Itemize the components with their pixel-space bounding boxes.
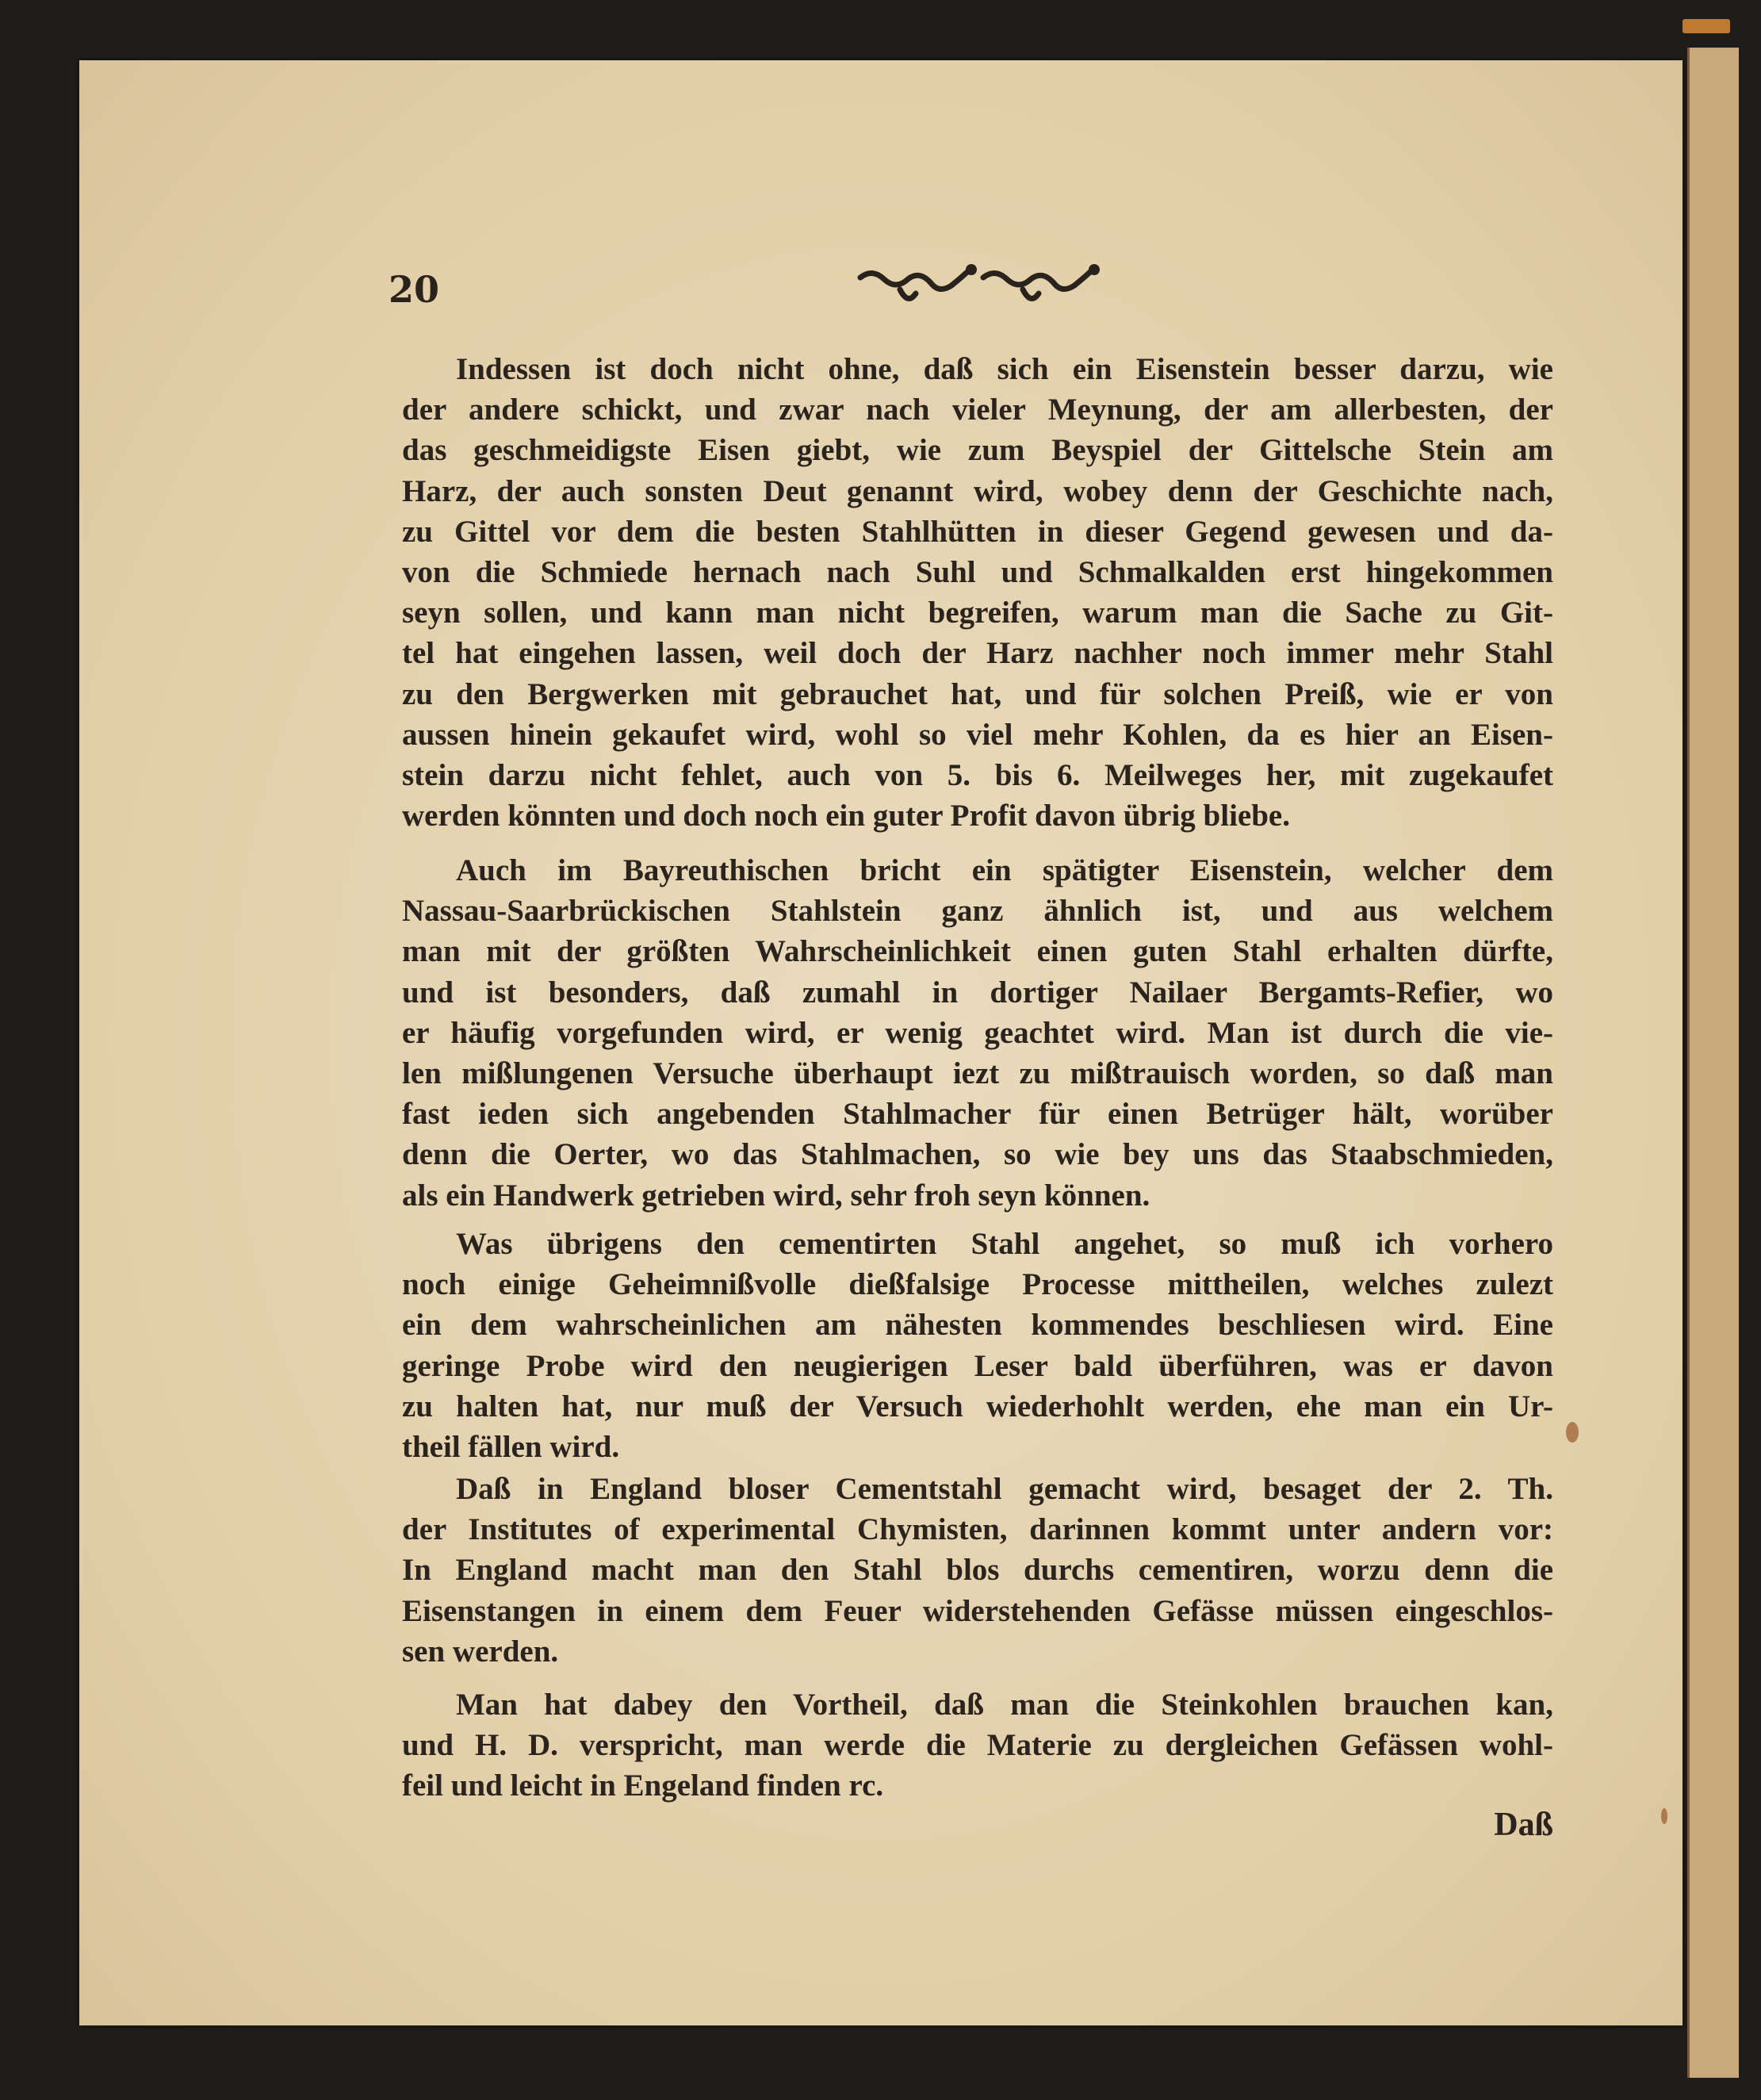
text-line: aussen hinein gekaufet wird, wohl so viel mehr Kohlen, da es hier an Eisen- — [402, 717, 1553, 752]
text-line: Nassau-Saarbrückischen Stahlstein ganz ähnlich ist, und aus welchem — [402, 894, 1553, 929]
text-line: denn die Oerter, wo das Stahlmachen, so wie bey uns das Staabschmieden, — [402, 1137, 1553, 1172]
text-line: zu halten hat, nur muß der Versuch wiederhohlt werden, ehe man ein Ur- — [402, 1389, 1553, 1424]
catchword: Daß — [1494, 1807, 1553, 1843]
text-line: Daß in England bloser Cementstahl gemacht wird, besaget der 2. Th. — [456, 1472, 1553, 1506]
text-line: zu Gittel vor dem die besten Stahlhütten in dieser Gegend gewesen und da- — [402, 514, 1553, 549]
text-line: Indessen ist doch nicht ohne, daß sich ein Eisenstein besser darzu, wie — [456, 352, 1553, 386]
paragraph-5 — [402, 1684, 1553, 1807]
text-line: er häufig vorgefunden wird, er wenig geachtet wird. Man ist durch die vie- — [402, 1015, 1553, 1050]
text-line: der Institutes of experimental Chymisten, darinnen kommt unter andern vor: — [402, 1512, 1553, 1547]
text-line: als ein Handwerk getrieben wird, sehr froh seyn können. — [402, 1178, 1150, 1213]
paragraph-3 — [402, 1224, 1553, 1467]
text-line: stein darzu nicht fehlet, auch von 5. bis 6. Meilweges her, mit zugekaufet — [402, 757, 1553, 792]
text-line: man mit der größten Wahrscheinlichkeit einen guten Stahl erhalten dürfte, — [402, 934, 1553, 969]
ink-stain — [1566, 1422, 1579, 1443]
page-tab-marker — [1683, 19, 1730, 33]
paragraph-1 — [402, 349, 1553, 836]
text-line: Man hat dabey den Vortheil, daß man die Steinkohlen brauchen kan, — [456, 1688, 1553, 1722]
text-line: Harz, der auch sonsten Deut genannt wird, wobey denn der Geschichte nach, — [402, 473, 1553, 508]
text-line: werden könnten und doch noch ein guter Profit davon übrig bliebe. — [402, 799, 1290, 833]
paragraph-2 — [402, 850, 1553, 1216]
adjacent-page-edge — [1687, 48, 1739, 2078]
ink-stain — [1661, 1808, 1667, 1824]
text-line: von die Schmiede hernach nach Suhl und Schmalkalden erst hingekommen — [402, 554, 1553, 589]
ornament-icon — [852, 262, 1114, 309]
text-line: feil und leicht in Engeland finden rc. — [402, 1769, 884, 1803]
text-line: und H. D. verspricht, man werde die Materie zu dergleichen Gefässen wohl- — [402, 1728, 1553, 1763]
text-line: seyn sollen, und kann man nicht begreifen, warum man die Sache zu Git- — [402, 596, 1553, 630]
text-line: der andere schickt, und zwar nach vieler Meynung, der am allerbesten, der — [402, 393, 1553, 427]
text-line: geringe Probe wird den neugierigen Leser bald überführen, was er davon — [402, 1348, 1553, 1383]
text-line: fast ieden sich angebenden Stahlmacher für einen Betrüger hält, worüber — [402, 1097, 1553, 1132]
text-line: len mißlungenen Versuche überhaupt iezt zu mißtrauisch worden, so daß man — [402, 1056, 1553, 1090]
text-line: ein dem wahrscheinlichen am nähesten kommendes beschliesen wird. Eine — [402, 1308, 1553, 1343]
text-line: In England macht man den Stahl blos durchs cementiren, worzu denn die — [402, 1553, 1553, 1588]
text-line: zu den Bergwerken mit gebrauchet hat, und für solchen Preiß, wie er von — [402, 676, 1553, 711]
text-line: und ist besonders, daß zumahl in dortiger Nailaer Bergamts-Refier, wo — [402, 975, 1553, 1010]
text-line: tel hat eingehen lassen, weil doch der Harz nachher noch immer mehr Stahl — [402, 636, 1553, 671]
paragraph-4 — [402, 1469, 1553, 1672]
text-line: Auch im Bayreuthischen bricht ein spätigter Eisenstein, welcher dem — [456, 853, 1553, 887]
text-line: Was übrigens den cementirten Stahl angehet, so muß ich vorhero — [456, 1227, 1553, 1261]
text-line: das geschmeidigste Eisen giebt, wie zum Beyspiel der Gittelsche Stein am — [402, 433, 1553, 468]
text-line: Eisenstangen in einem dem Feuer widerstehenden Gefässe müssen eingeschlos- — [402, 1593, 1553, 1628]
text-line: sen werden. — [402, 1634, 559, 1669]
text-line: theil fällen wird. — [402, 1429, 620, 1464]
text-line: noch einige Geheimnißvolle dießfalsige Processe mittheilen, welches zulezt — [402, 1267, 1553, 1302]
page-number: 20 — [389, 268, 440, 311]
